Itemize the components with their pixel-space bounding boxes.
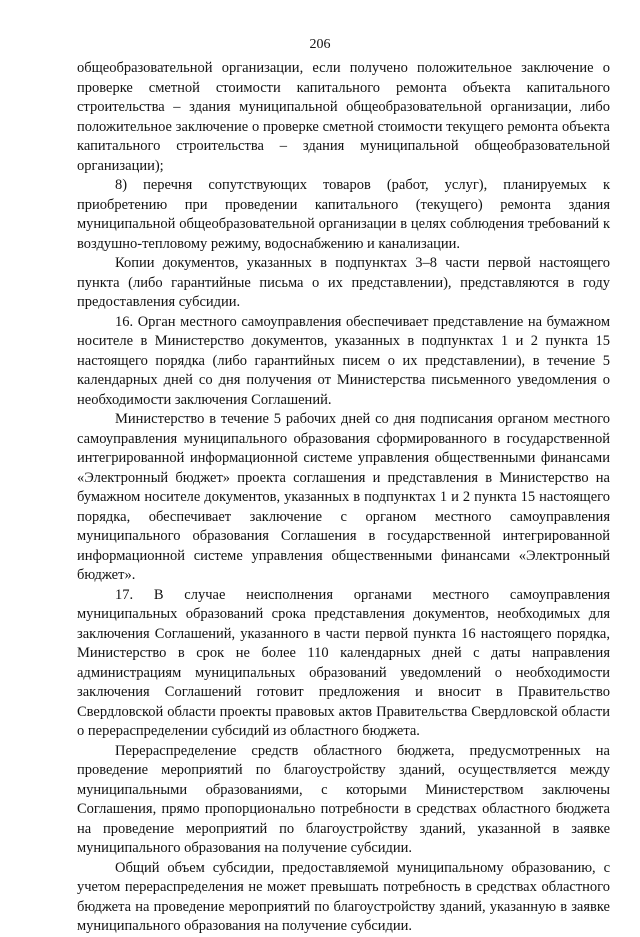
paragraph-copies-note: Копии документов, указанных в подпунктах 3–8 части первой настоящего пункта (либо гарантийные письма о их представлении), представляются в году предоставления субсидии. — [77, 255, 610, 310]
document-body — [77, 59, 610, 937]
paragraph-clause-16: 16. Орган местного самоуправления обеспечивает представление на бумажном носителе в Министерство документов, указанных в подпунктах 1 и 2 пункта 15 настоящего порядка (либо гарантийных писем о их представлении), в течение 5 календарных дней со дня получения от Министерства письменного уведомления о необходимости заключения Соглашений. — [77, 313, 610, 408]
paragraph-redistribution: Перераспределение средств областного бюджета, предусмотренных на проведение мероприятий по благоустройству зданий, осуществляется между муниципальными образованиями, с которыми Министерством заключены Соглашения, прямо пропорционально потребности в средствах областного бюджета на проведение мероприятий по благоустройству зданий, указанной в заявке муниципального образования на получение субсидии. — [77, 742, 610, 856]
paragraph-item-8: 8) перечня сопутствующих товаров (работ, услуг), планируемых к приобретению при проведении капитального (текущего) ремонта здания муниципальной общеобразовательной организации в целях соблюдения требований к воздушно-тепловому режиму, водоснабжению и канализации. — [77, 177, 610, 252]
paragraph-continuation: общеобразовательной организации, если получено положительное заключение о проверке сметной стоимости капитального ремонта объекта капитального строительства – здания муниципальной общеобразовательной организации, либо положительное заключение о проверке сметной стоимости текущего ремонта объекта капитального строительства – здания муниципальной общеобразовательной организации); — [77, 60, 610, 174]
paragraph-clause-17: 17. В случае неисполнения органами местного самоуправления муниципальных образований срока представления документов, необходимых для заключения Соглашений, указанного в части первой пункта 16 настоящего порядка, Министерство в срок не более 110 календарных дней с даты направления администрациям муниципальных образований уведомлений о необходимости заключения Соглашений готовит предложения и вносит в Правительство Свердловской области проекты правовых актов Правительства Свердловской области о перераспределении субсидий из областного бюджета. — [77, 586, 610, 739]
paragraph-ministry-agreement: Министерство в течение 5 рабочих дней со дня подписания органом местного самоуправления муниципального образования сформированного в государственной интегрированной информационной системе управления общественными финансами «Электронный бюджет» проекта соглашения и представления в Министерство на бумажном носителе документов, указанных в подпунктах 1 и 2 пункта 15 настоящего порядка, обеспечивает заключение с органом местного самоуправления муниципального образования Соглашения в государственной интегрированной информационной системе управления общественными финансами «Электронный бюджет». — [77, 411, 610, 583]
paragraph-total-subsidy: Общий объем субсидии, предоставляемой муниципальному образованию, с учетом перераспределения не может превышать потребность в средствах областного бюджета на проведение мероприятий по благоустройству зданий, указанную в заявке муниципального образования на получение субсидии. — [77, 859, 610, 934]
page-number: 206 — [309, 37, 331, 52]
